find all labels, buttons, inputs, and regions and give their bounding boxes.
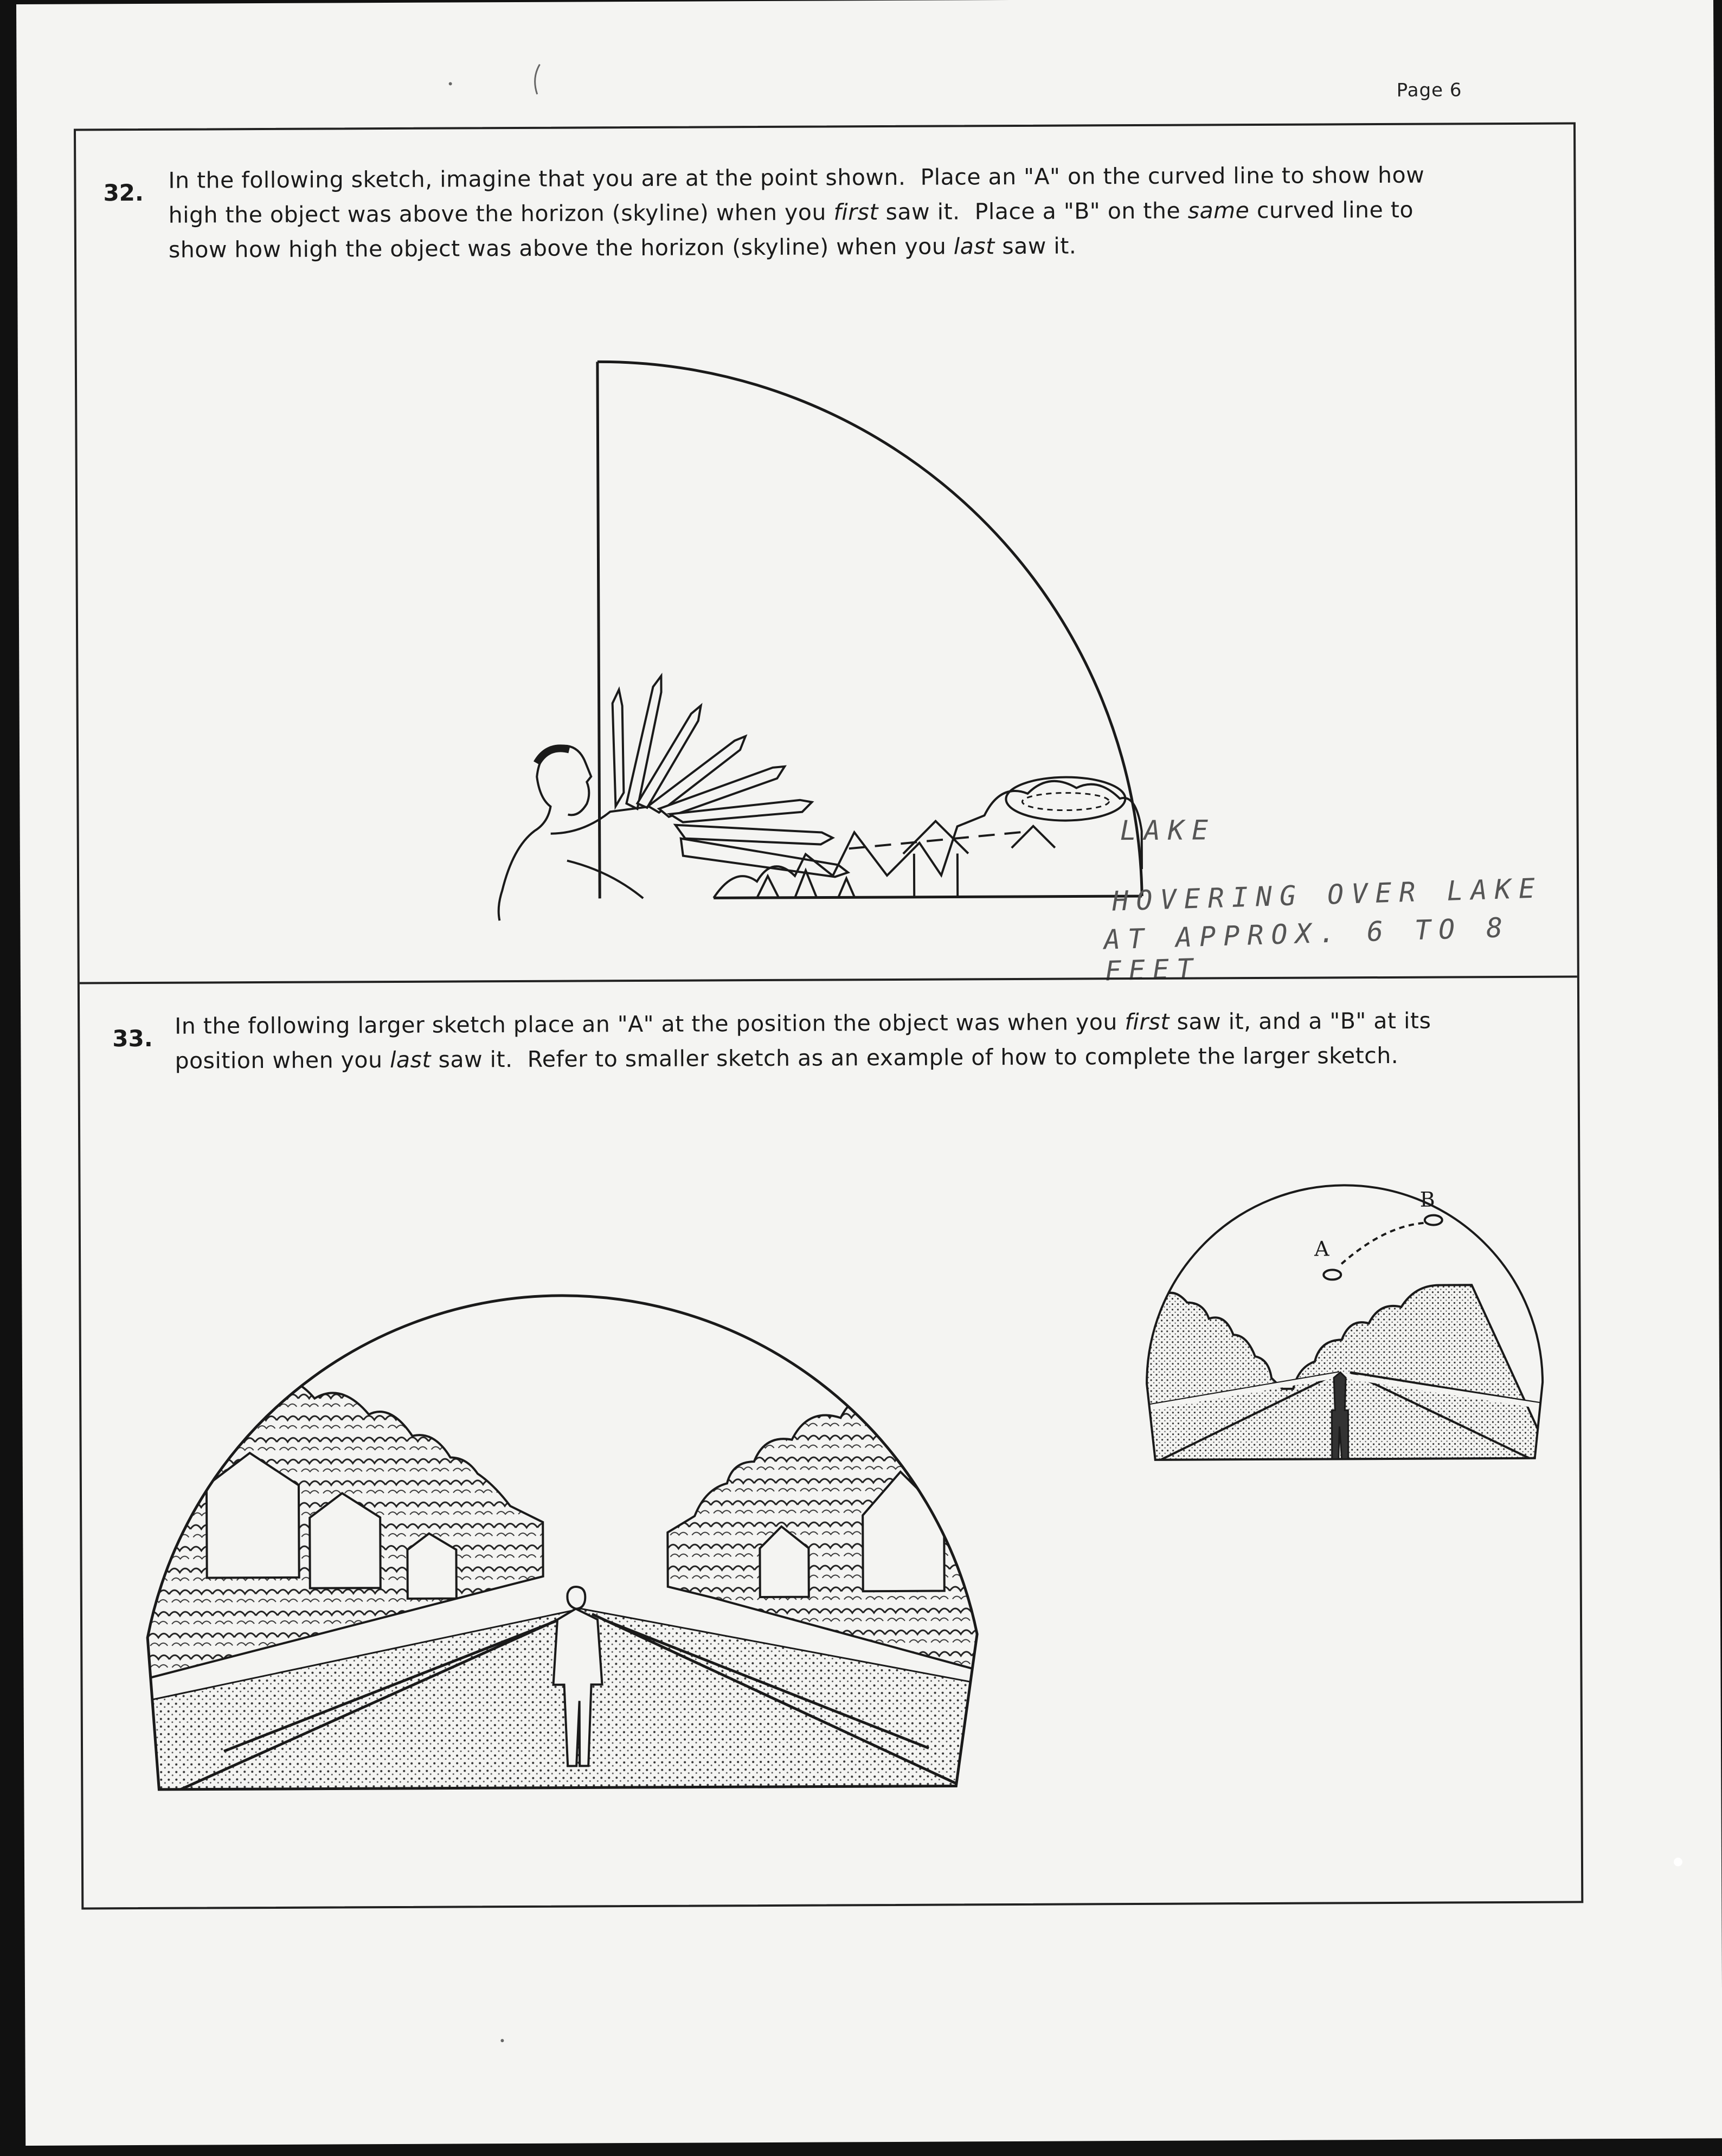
handwritten-annotation-line-1: HOVERING OVER LAKE (1111, 872, 1543, 917)
q32-line-1: In the following sketch, imagine that you are at the point shown. Place an "A" on the curved line to show how (168, 162, 1425, 194)
scan-artifacts (16, 0, 1722, 2146)
question-32-text: In the following sketch, imagine that you are at the point shown. Place an "A" on the curved line to show how high the object was above the horizon (skyline) when you first saw it. Place a "B" on the same curved line to show how high the object was above the horizon (skyline) when you last saw it. (168, 162, 1425, 263)
question-33-text: In the following larger sketch place an "A" at the position the object was when you first saw it, and a "B" at its position when you last saw it. Refer to smaller sketch as an example of how to complete the larger sketch. (175, 1007, 1431, 1074)
handwritten-annotation-lake: LAKE (1120, 814, 1216, 847)
question-32-number: 32. (103, 179, 144, 207)
example-label-a: A (1314, 1237, 1329, 1261)
handwritten-annotation-line-2: AT APPROX. 6 TO 8 FEET (1103, 911, 1511, 987)
question-33-number: 33. (112, 1025, 153, 1052)
example-label-b: B (1419, 1187, 1435, 1212)
document-page (16, 0, 1722, 2146)
page-number: Page 6 (1396, 79, 1462, 101)
